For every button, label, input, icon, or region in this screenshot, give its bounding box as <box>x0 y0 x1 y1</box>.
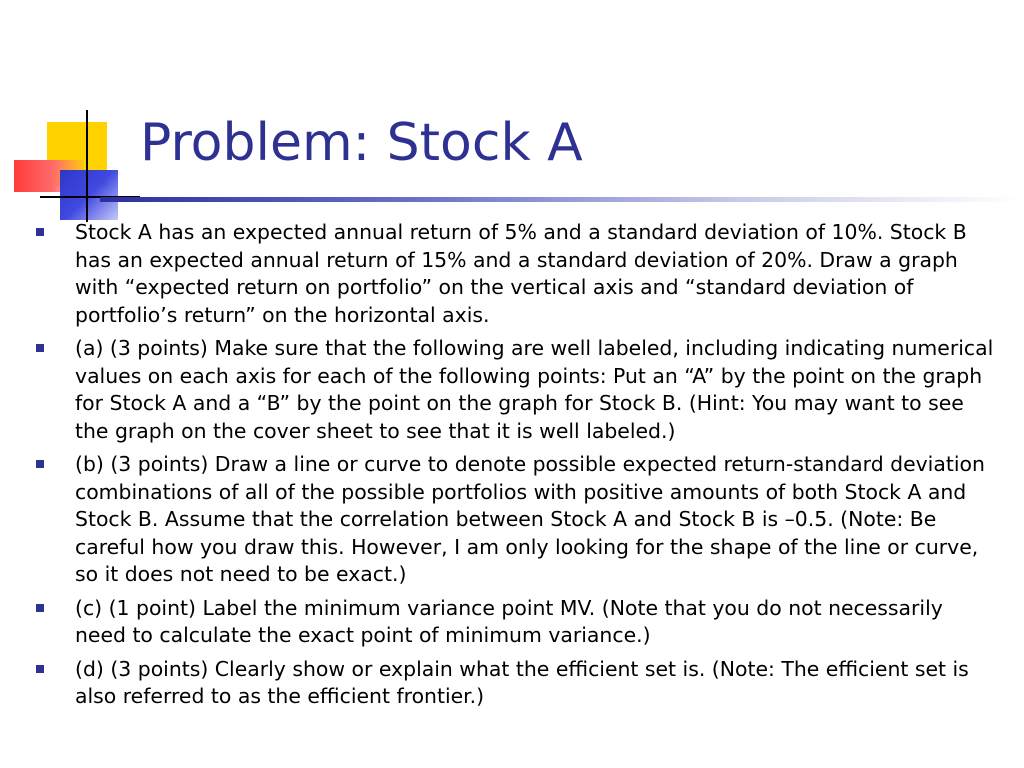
bullet-text: (d) (3 points) Clearly show or explain what the efficient set is. (Note: The efficient set is also referred to as the efficient frontier.) <box>75 656 969 708</box>
bullet-text: (c) (1 point) Label the minimum variance point MV. (Note that you do not necessarily need to calculate the exact point of minimum variance.) <box>75 595 943 647</box>
square-bullet-icon <box>36 665 44 673</box>
bullet-item-part-a <box>36 335 996 445</box>
square-bullet-icon <box>36 228 44 236</box>
square-bullet-icon <box>36 604 44 612</box>
bullet-item-intro <box>36 219 996 329</box>
bullet-text: (a) (3 points) Make sure that the following are well labeled, including indicating numerical values on each axis for each of the following points: Put an “A” by the point on the graph for Stock A and a “B” by the point on the graph for Stock B. (Hint: You may want to see the graph on the cover sheet to see that it is well labeled.) <box>75 336 994 443</box>
blue-square-decoration <box>60 170 118 220</box>
square-bullet-icon <box>36 460 44 468</box>
bullet-list <box>36 219 996 717</box>
bullet-text: (b) (3 points) Draw a line or curve to denote possible expected return-standard deviation combinations of all of the possible portfolios with positive amounts of both Stock A and Stock B. Assume that the correlation between Stock A and Stock B is –0.5. (Note: Be careful how you draw this. However, I am only looking for the shape of the line or curve, so it does not need to be exact.) <box>75 452 985 586</box>
bullet-item-part-c <box>36 595 996 650</box>
slide-title: Problem: Stock A <box>140 113 583 173</box>
title-underline <box>100 197 1020 202</box>
bullet-item-part-b <box>36 451 996 589</box>
bullet-item-part-d <box>36 656 996 711</box>
square-bullet-icon <box>36 344 44 352</box>
corner-decoration <box>0 0 140 230</box>
vertical-line-decoration <box>86 110 88 222</box>
bullet-text: Stock A has an expected annual return of 5% and a standard deviation of 10%. Stock B has an expected annual return of 15% and a standard deviation of 20%. Draw a graph with “expected return on portfolio” on the vertical axis and “standard deviation of portfolio’s return” on the horizontal axis. <box>75 220 967 327</box>
